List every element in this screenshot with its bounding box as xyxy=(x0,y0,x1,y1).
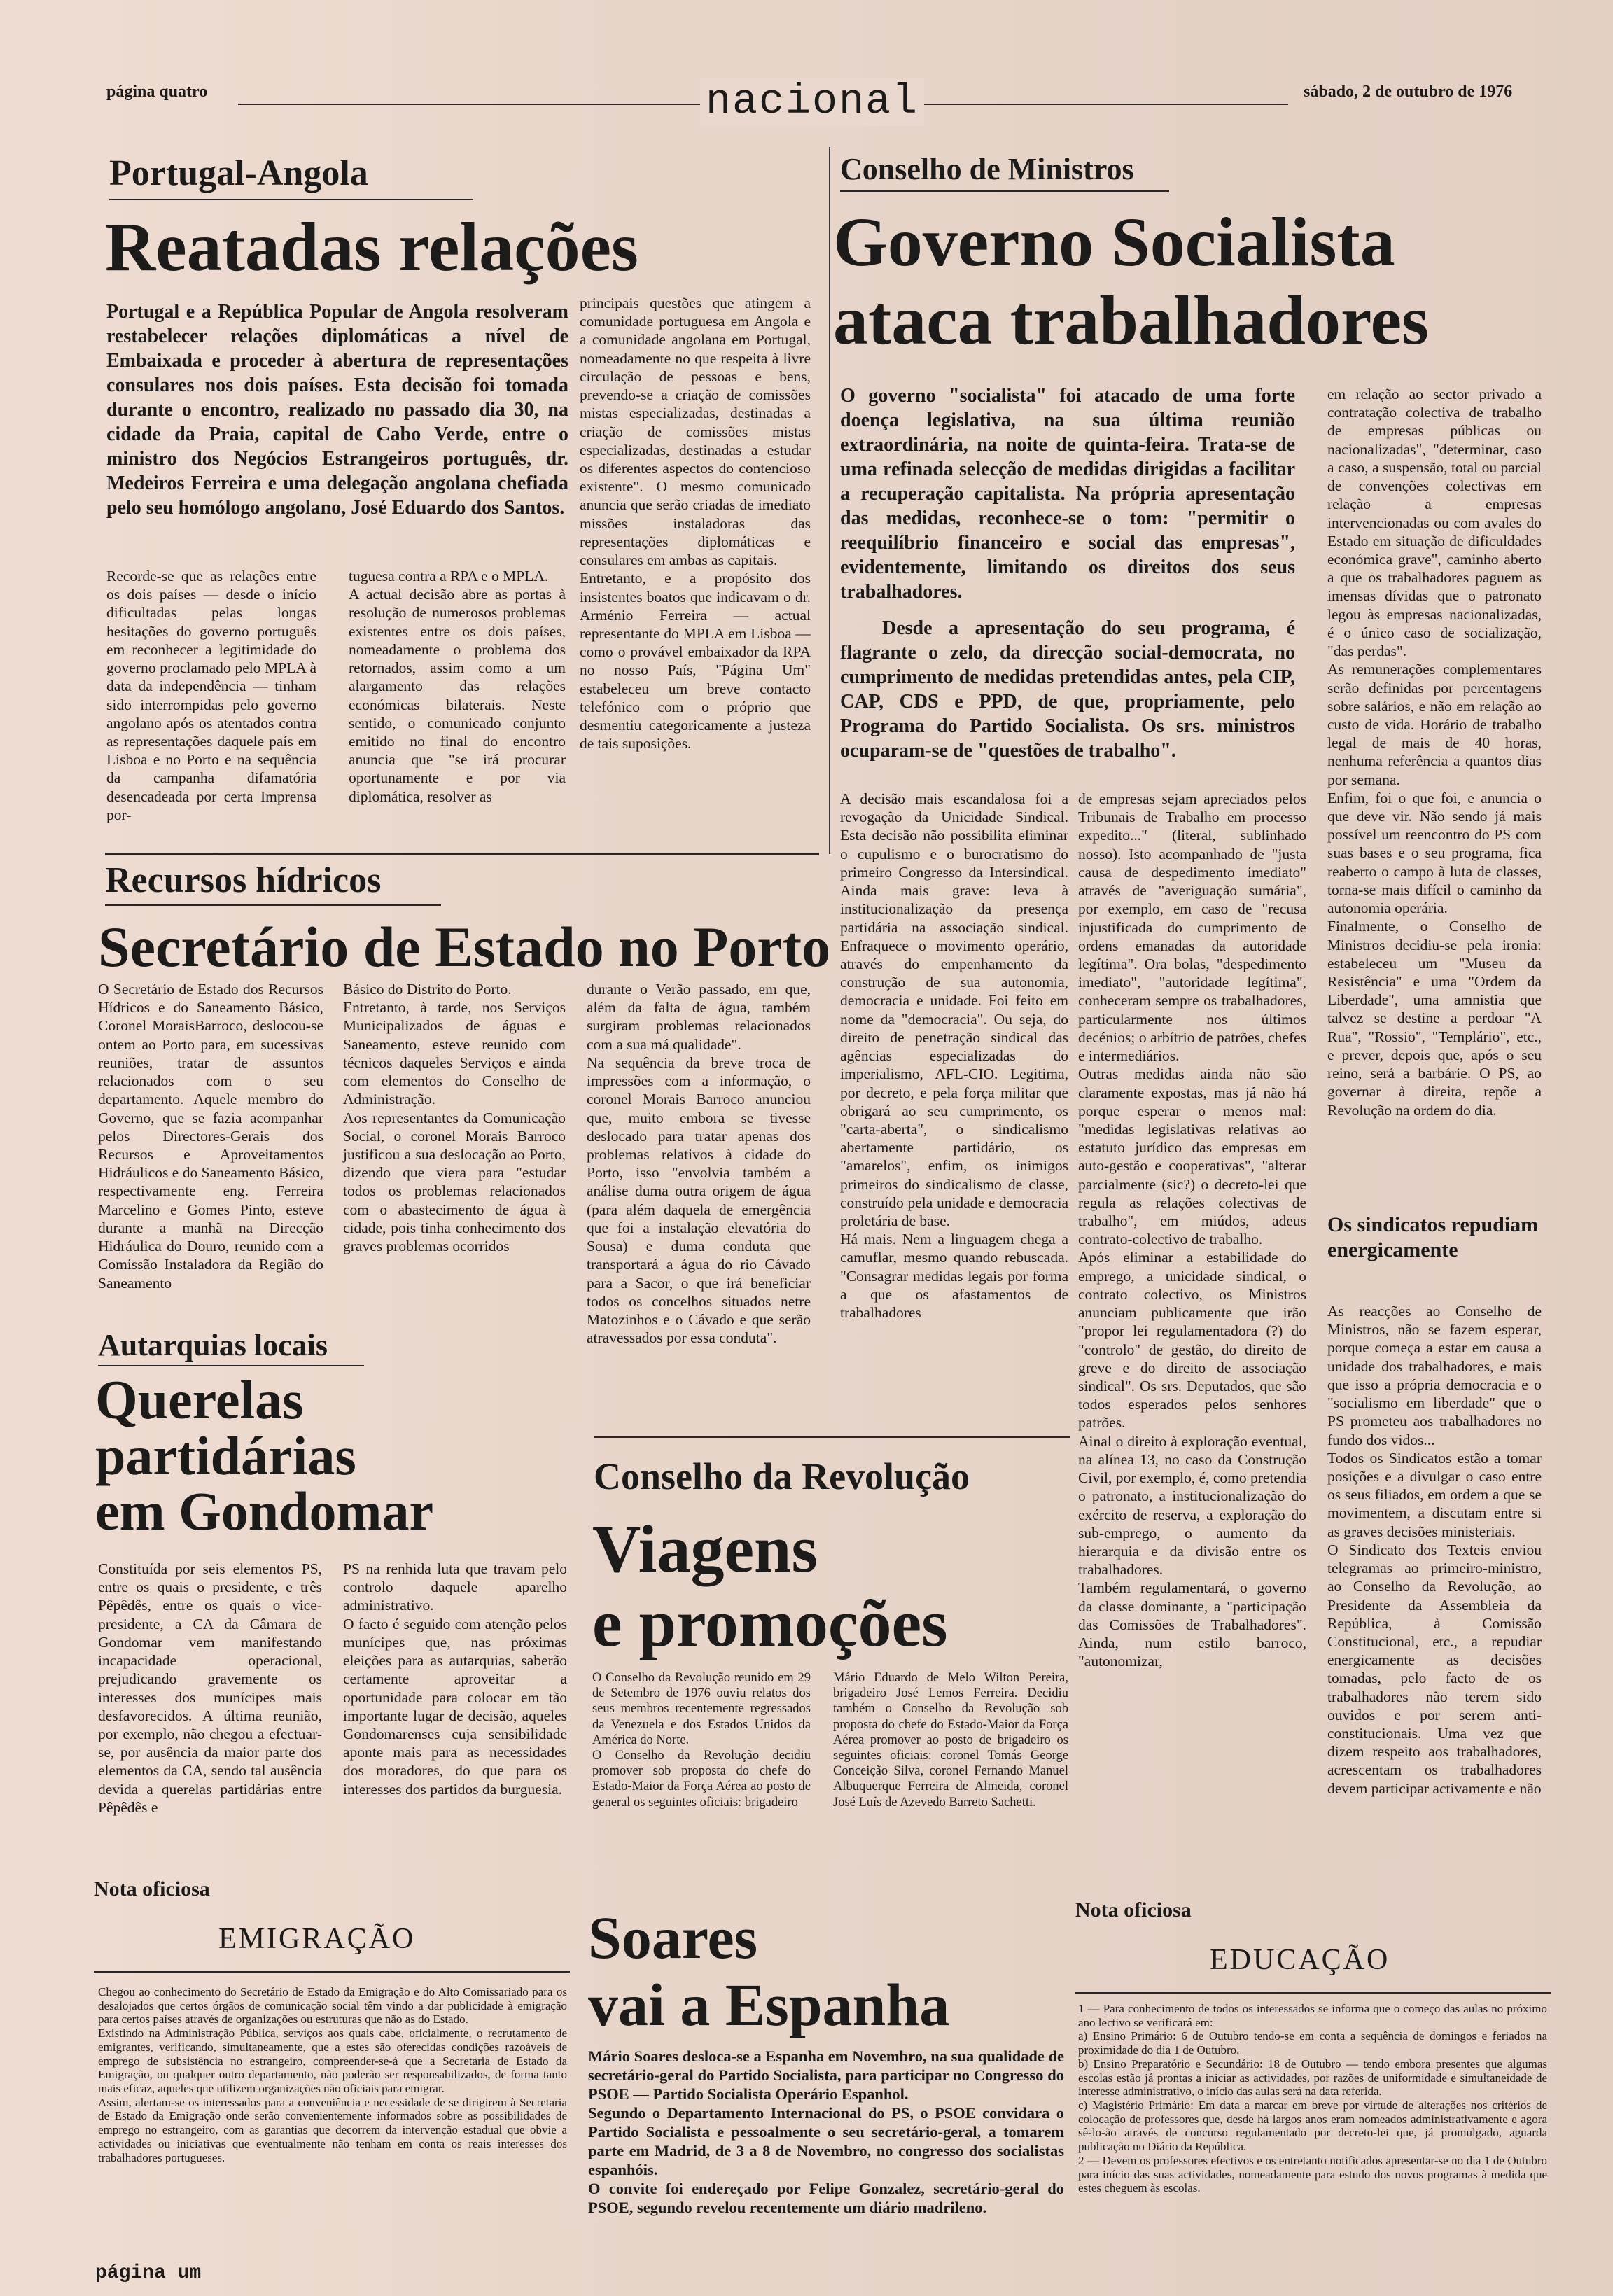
viagens-col-1: O Conselho da Revolução reunido em 29 de Setembro de 1976 ouviu relatos dos seus membros recentemente regressados da Venezuela e dos Estados Unidos da América do Norte. O Conselho da Revolução decidiu promover sob proposta do chefe do Estado-Maior da Força Aérea ao posto de general os seguintes oficiais: brigadeiro xyxy=(592,1671,811,1809)
governo-headline xyxy=(833,203,1429,360)
gondomar-kicker: Autarquias locais xyxy=(98,1328,328,1362)
soares-text: Mário Soares desloca-se a Espanha em Novembro, na sua qualidade de secretário-geral do Partido Socialista, para participar no Congresso do PSOE — Partido Socialista Operário Espanhol. Segundo o Departamento Internacional do PS, o PSOE convidara o Partido Socialista e pessoalmente o seu secretário-geral, a tomarem parte em Madrid, de 3 a 8 de Novembro, no congresso dos socialistas espanhóis. O convite foi endereçado por Felipe Gonzalez, secretário-geral do PSOE, segundo revelou recentemente um diário madrileno. xyxy=(588,2047,1064,2216)
section-divider-1 xyxy=(105,853,819,855)
governo-col-3: em relação ao sector privado a contratação colectiva de trabalho de empresas públicas ou nacionalizadas", "determinar, caso a caso, a suspensão, total ou parcial de convenções colectivas em relação a empresas intervencionadas ou com avales do Estado em situação de dificuldades económica grave", caminho aberto a que os trabalhadores paguem as imensas dívidas que o patronato legou às empresas nacionalizadas, é o único caso de socialização, "das perdas". As remunerações complementares serão definidas por percentagens sobre salários, e não em relação ao custo de vida. Horário de trabalho legal de mais de 40 horas, nenhuma referência a quantos dias por semana. Enfim, foi o que foi, e anuncia o que deve vir. Não sendo já mais possível um reencontro do PS com suas bases e o seu programa, fica reaberto o campo à luta de classes, torna-se mais difícil o caminho da autonomia operária. Finalmente, o Conselho de Ministros decidiu-se pela ironia: estabeleceu um "Museu da Resistência" e uma "Ordem da Liberdade", uma amnistia que talvez se destine a perdoar "A Rua", "Rossio", "Templário", etc., e prever, depois que, após o seu reino, será a barbárie. O PS, ao governar à direita, repõe a Revolução na ordem do dia. xyxy=(1327,386,1542,1119)
porto-col-2: Básico do Distrito do Porto. Entretanto, à tarde, nos Serviços Municipalizados de águas e Saneamento, esteve reunido com técnicos daqueles Serviços e ainda com elementos do Conselho de Administração. Aos representantes da Comunicação Social, o coronel Morais Barroco justificou a sua deslocação ao Porto, dizendo que viera para "estudar todos os problemas relacionados com o abastecimento de água à cidade, pois tinha conhecimento dos graves problemas ocorridos xyxy=(343,981,566,1255)
governo-col-2: de empresas sejam apreciados pelos Tribunais de Trabalho em processo expedito..." (literal, sublinhado nosso). Isto acompanhado de "justa causa de despedimento imediato" através de "averiguação sumária", por exemplo, em caso de "recusa injustificada do cumprimento de ordens emanadas da autoridade legítima". Ora bolas, "despedimento imediato", "autoridade legítima", conheceram sempre os trabalhadores, particularmente nos últimos decénios; o arbítrio de patrões, chefes e intermediários. Outras medidas ainda não são claramente expostas, mas já não há porque esperar o menos mal: "medidas legislativas relativas ao estatuto jurídico das empresas em auto-gestão e cooperativas", "alterar parcialmente (sic?) o decreto-lei que regula as relações colectivas de trabalho", em miúdos, adeus contrato-colectivo de trabalho. Após eliminar a estabilidade do emprego, a unicidade sindical, o contrato colectivo, os Ministros anunciam publicamente que irão "propor lei regulamentadora (?) do "controlo" de gestão, do direito de greve e do direito de associação sindical". Os srs. Deputados, que são todos esperados pelos senhores patrões. Ainal o direito à exploração eventual, na alínea 13, no caso da Construção Civil, por exemplo, é, como pretendia o patronato, a institucionalização do exército de reserva, a exploração do sub-emprego, o aumento da hierarquia e da divisão entre os trabalhadores. Também regulamentará, o governo da classe dominante, a "participação das Comissões de Trabalhadores". Ainda, num estilo barroco, "autonomizar, xyxy=(1078,790,1306,1670)
emigracao-note-label: Nota oficiosa xyxy=(94,1877,210,1900)
gondomar-col-2: PS na renhida luta que travam pelo controlo daquele aparelho administrativo. O facto é seguido com atenção pelos munícipes que, nas próximas eleições para as autarquias, saberão certamente aproveitar a oportunidade para colocar em tão importante lugar de decisão, aqueles Gondomarenses cuja sensibilidade aponte mais para as necessidades dos moradores, do que para os interesses dos partidos da burguesia. xyxy=(343,1560,567,1798)
educacao-text: 1 — Para conhecimento de todos os interessados se informa que o começo das aulas no próximo ano lectivo se verificará em: a) Ensino Primário: 6 de Outubro tendo-se em conta a sequência de domingos e feriados na proximidade do dia 1 de Outubro. b) Ensino Preparatório e Secundário: 18 de Outubro — tendo embora presentes que algumas escolas estão já prontas a iniciar as actividades, por razões de uniformidade e simultaneidade de interesse administrativo, o início das aulas será na data referida. c) Magistério Primário: Em data a marcar em breve por virtude de alterações nos critérios de colocação de professores que, desde há largos anos eram nomeados administrativamente e agora sê-lo-ão através de concurso regulamentado por decreto-lei que, já promulgado, aguarda publicação no Diário da República. 2 — Devem os professores efectivos e os entretanto notificados apresentar-se no dia 1 de Outubro para início das suas actividades, nomeadamente para estudo dos novos programas à medida que estes cheguem às escolas. xyxy=(1078,2002,1547,2195)
governo-col-1: A decisão mais escandalosa foi a revogação da Unicidade Sindical. Esta decisão não possibilita eliminar o cupulismo e o burocratismo do primeiro Congresso da Intersindical. Ainda mais grave: leva à institucionalização da presença partidária na associação sindical. Enfraquece o movimento operário, através do empenhamento da construção de sua autonomia, democracia e unidade. Foi feito em nome da "democracia". Ou seja, do direito de penetração sindical das agências especializadas do imperialismo, AFL-CIO. Legitima, por decreto, e pela força militar que obrigará ao seu cumprimento, os "carta-aberta", o sindicalismo abertamente partidário, os "amarelos", enfim, os inimigos primeiros do sindicalismo de classe, construído pela unidade e democracia proletária de base. Há mais. Nem a linguagem chega a camuflar, mesmo quando rebuscada. "Consagrar medidas legais por forma a que os afastamentos de trabalhadores xyxy=(840,790,1068,1322)
soares-headline-line-1: Soares xyxy=(588,1904,758,1971)
governo-headline-line-1: Governo Socialista xyxy=(833,203,1395,281)
viagens-col-2: Mário Eduardo de Melo Wilton Pereira, brigadeiro José Lemos Ferreira. Decidiu também o Conselho da Revolução sob proposta do chefe do Estado-Maior da Força Aérea promover ao posto de brigadeiro os seguintes oficiais: coronel Tomás George Conceição Silva, coronel Fernando Manuel Albuquerque Ferreira de Almeida, coronel José Luís de Azevedo Barreto Sachetti. xyxy=(833,1671,1068,1809)
angola-lead: Portugal e a República Popular de Angola resolveram restabelecer relações diplomáticas a nível de Embaixada e proceder à abertura de representações consulares nos dois países. Esta decisão foi tomada durante o encontro, realizado no passado dia 30, na cidade da Praia, capital de Cabo Verde, entre o ministro dos Negócios Estrangeiros português, dr. Medeiros Ferreira e uma delegação angolana chefiada pelo seu homólogo angolano, José Eduardo dos Santos. xyxy=(106,301,568,519)
column-rule xyxy=(829,147,830,854)
viagens-headline-line-2: e promoções xyxy=(592,1585,948,1660)
educacao-title: EDUCAÇÃO xyxy=(1210,1944,1390,1976)
viagens-top-rule xyxy=(594,1436,1070,1438)
issue-date: sábado, 2 de outubro de 1976 xyxy=(1304,83,1513,101)
emigracao-rule xyxy=(94,1971,570,1973)
angola-kicker: Portugal-Angola xyxy=(109,153,368,193)
sindicatos-subhead: Os sindicatos repudiam energicamente xyxy=(1327,1213,1539,1261)
gondomar-headline xyxy=(95,1369,434,1542)
emigracao-text: Chegou ao conhecimento do Secretário de Estado da Emigração e do Alto Comissariado para os desalojados que certos órgãos de comunicação social têm vindo a dar publicidade à emigração para certos países através de organizações ou estruturas que não as do Estado. Existindo na Administração Pública, serviços aos quais cabe, oficialmente, o recrutamento de emigrantes, verificando, simultaneamente, que a estes são oferecidas condições razoáveis de emprego de subsistência no estrangeiro, compreender-se-á que a Secretaria de Estado da Emigração, ou qualquer outro departamento, não poderão ser responsabilizados, de forma tanto mais eficaz, aqueles que utilizem organizações não oficiais para emigrar. Assim, alertam-se os interessados para a conveniência e necessidade de se dirigirem à Secretaria de Estado da Emigração onde serão convenientemente informados sobre as possibilidades de emprego no estrangeiro, com as garantias que decorrem da intervenção estadual que obvie a actividades ou iniciativas que eventualmente não tenham em conta os reais interesses dos trabalhadores portugueses. xyxy=(98,1985,567,2164)
gondomar-kicker-rule xyxy=(98,1365,364,1366)
viagens-headline xyxy=(592,1512,947,1660)
educacao-note-label: Nota oficiosa xyxy=(1075,1898,1192,1921)
governo-kicker: Conselho de Ministros xyxy=(840,152,1134,186)
governo-col-3b: As reacções ao Conselho de Ministros, não se fazem esperar, porque começa a estar em causa a unidade dos trabalhadores, e mais que isso a própria democracia e o "socialismo em liberdade" que o PS prometeu aos trabalhadores no fundo dos vidos... Todos os Sindicatos estão a tomar posições e a divulgar o caso entre os seus filiados, em ordem a que se movimentem, a discutam entre si as graves decisões ministeriais. O Sindicato dos Texteis enviou telegramas ao primeiro-ministro, ao Conselho da Revolução, ao Presidente da Assembleia da República, à Comissão Constitucional, etc., a repudiar energicamente as decisões tomadas, pelo facto de os trabalhadores não terem sido ouvidos e por serem anti-constitucionais. Uma vez que dizem respeito aos trabalhadores, acrescentam os trabalhadores devem participar activamente e não xyxy=(1327,1303,1542,1797)
educacao-rule xyxy=(1075,1992,1551,1994)
gondomar-headline-line-1: Querelas xyxy=(95,1369,304,1430)
porto-headline: Secretário de Estado no Porto xyxy=(98,915,831,979)
angola-col-1: Recorde-se que as relações entre os dois países — desde o início dificultadas pelas longas hesitações do governo português em reconhecer a legitimidade do governo proclamado pelo MPLA à data da independência — tinham sido interrompidas pelo governo angolano após os atentados contra as representações daquele país em Lisboa e no Porto e na sequência da campanha difamatória desencadeada por certa Imprensa por- xyxy=(106,568,316,823)
viagens-headline-line-1: Viagens xyxy=(592,1511,818,1586)
angola-kicker-rule xyxy=(109,199,473,200)
governo-headline-line-2: ataca trabalhadores xyxy=(833,281,1429,359)
page-footer: página um xyxy=(95,2262,202,2284)
porto-kicker: Recursos hídricos xyxy=(105,860,382,900)
angola-headline: Reatadas relações xyxy=(105,208,638,286)
section-title: nacional xyxy=(700,78,924,126)
angola-col-2: tuguesa contra a RPA e o MPLA. A actual decisão abre as portas à resolução de numerosos problemas existentes entre os dois países, nomeadamente o problema dos retornados, assim como a um alargamento das relações económicas bilaterais. Neste sentido, o comunicado conjunto emitido no final do encontro anuncia que "se irá procurar oportunamente e por via diplomática, resolver as xyxy=(349,568,566,805)
angola-col-3: principais questões que atingem a comunidade portuguesa em Angola e a comunidade angolana em Portugal, nomeadamente no que respeita à livre circulação de pessoas e bens, prevendo-se a criação de comissões mistas especializadas, destinadas a criação de comissões mistas especializadas, destinadas a estudar os diferentes aspectos do contencioso existente". O mesmo comunicado anuncia que serão criadas de imediato missões instaladoras das representações diplomáticas e consulares em ambas as capitais. Entretanto, e a propósito dos insistentes boatos que indicavam o dr. Arménio Ferreira — actual representante do MPLA em Lisboa — como o provável embaixador da RPA no nosso País, "Página Um" estabeleceu um breve contacto telefónico com o próprio que desmentiu categoricamente a justeza de tais suposições. xyxy=(580,295,811,752)
governo-lead-2: Desde a apresentação do seu programa, é flagrante o zelo, da direcção social-democrata, no cumprimento de medidas pretendidas antes, pela CIP, CAP, CDS e PPD, de que, propriamente, pelo Programa do Partido Socialista. Os srs. ministros ocuparam-se de "questões de trabalho". xyxy=(840,617,1295,762)
governo-kicker-rule xyxy=(840,190,1169,192)
governo-lead: O governo "socialista" foi atacado de uma forte doença legislativa, na sua última reunião extraordinária, na noite de quinta-feira. Trata-se de uma refinada selecção de medidas dirigidas a facilitar a recuperação capitalista. Na própria apresentação das medidas, reconhece-se o tom: "permitir o reequilíbrio financeiro e social das empresas", evidentemente, limitando os direitos dos seus trabalhadores. xyxy=(840,385,1295,603)
soares-headline xyxy=(588,1904,949,2039)
page-label: página quatro xyxy=(106,83,208,101)
porto-kicker-rule xyxy=(105,904,441,906)
soares-headline-line-2: vai a Espanha xyxy=(588,1971,950,2039)
porto-col-3: durante o Verão passado, em que, além da falta de água, também surgiram problemas relacionados com a sua má qualidade". Na sequência da breve troca de impressões com a informação, o coronel Morais Barroco anunciou que, muito embora se tivesse deslocado para tratar apenas dos problemas relativos à cidade do Porto, isso "envolvia também a análise duma outra origem de água (para além daquela de emergência que foi a instalação elevatória do Sousa) e duma conduta que transportará a água do rio Cávado para a Sacor, o que irá beneficiar todos os concelhos situados netre Matozinhos e o Cávado e que serão atravessados por essa conduta". xyxy=(587,981,811,1347)
gondomar-col-1: Constituída por seis elementos PS, entre os quais o presidente, e três Pêpêdês, entre os quais o vice-presidente, a CA da Câmara de Gondomar vem manifestando incapacidade operacional, prejudicando gravemente os interesses dos munícipes mais desfavorecidos. A última reunião, por exemplo, não chegou a efectuar-se, por ausência da maior parte dos elementos da CA, sendo tal ausência devida a querelas partidárias entre Pêpêdês e xyxy=(98,1560,322,1816)
gondomar-headline-line-2: partidárias xyxy=(95,1424,356,1486)
gondomar-headline-line-3: em Gondomar xyxy=(95,1480,434,1542)
viagens-kicker: Conselho da Revolução xyxy=(594,1455,970,1497)
emigracao-title: EMIGRAÇÃO xyxy=(218,1923,416,1955)
porto-col-1: O Secretário de Estado dos Recursos Hídricos e do Saneamento Básico, Coronel MoraisBarroco, deslocou-se ontem ao Porto para, em sucessivas reuniões, tratar de assuntos relacionados com o seu departamento. Aquele membro do Governo, que se fazia acompanhar pelos Directores-Gerais dos Recursos e Aproveitamentos Hidráulicos e do Saneamento Básico, respectivamente eng. Ferreira Marcelino e Gomes Pinto, esteve durante a manhã na Direcção Hidráulica do Douro, reunido com a Comissão Instaladora da Região do Saneamento xyxy=(98,981,323,1292)
